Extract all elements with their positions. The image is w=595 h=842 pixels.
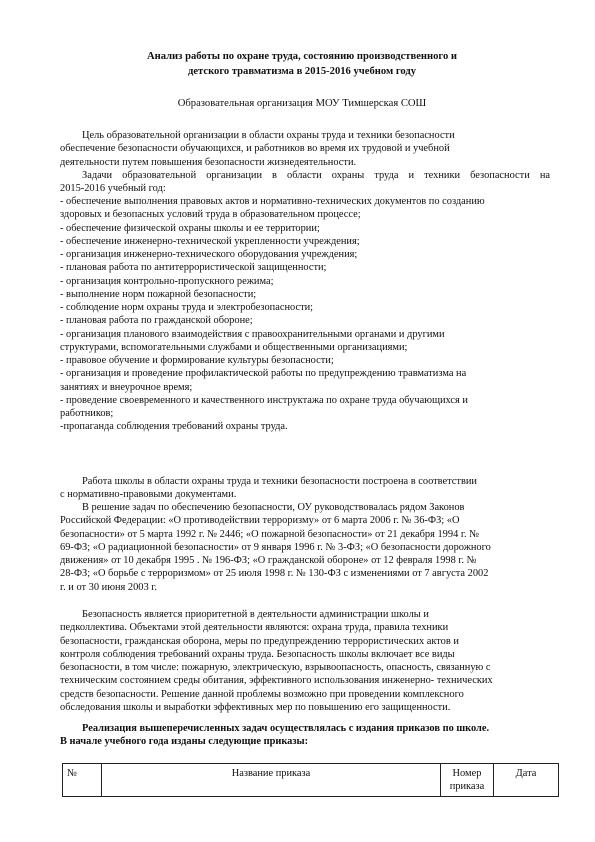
text-line: безопасности, гражданская оборона, меры по предупреждению террористических актов и bbox=[60, 635, 459, 647]
text-line: 2015-2016 учебный год: bbox=[60, 183, 166, 194]
text-line: В начале учебного года изданы следующие приказы: bbox=[60, 736, 309, 748]
title-line: детского травматизма в 2015-2016 учебном году bbox=[187, 66, 417, 77]
list-item: - организация планового взаимодействия с правоохранительными органами и другими bbox=[60, 328, 445, 340]
title-line: Анализ работы по охране труда, состоянию производственного и bbox=[146, 51, 458, 62]
column-header-order-number: Номер приказа bbox=[441, 764, 494, 797]
text-line: техническим состоянием среды обитания, эффективного использования инженерно- технических bbox=[60, 675, 493, 687]
tasks-list bbox=[60, 195, 550, 434]
list-item: - проведение своевременного и качественного инструктажа по охране труда обучающихся и bbox=[60, 394, 468, 406]
text-line: средств безопасности. Решение данной проблемы возможно при проведении комплексного bbox=[60, 688, 464, 700]
organization-name: Образовательная организация МОУ Тимшерская СОШ bbox=[177, 98, 427, 109]
list-item: - обеспечение инженерно-технической укрепленности учреждения; bbox=[60, 235, 360, 247]
table-header-row bbox=[63, 764, 559, 797]
text-line: безопасности» от 5 марта 1992 г. № 2446; «О пожарной безопасности» от 21 декабря 1994 г. № bbox=[60, 528, 480, 540]
text-line: Реализация вышеперечисленных задач осуществлялась с издания приказов по школе. bbox=[82, 723, 490, 734]
text-line: 69-ФЗ; «О радиационной безопасности» от 9 января 1996 г. № 3-ФЗ; «О безопасности дорожного bbox=[60, 541, 491, 553]
list-item: - соблюдение норм охраны труда и электробезопасности; bbox=[60, 302, 314, 313]
text-line: безопасности, в том числе: пожарную, электрическую, взрывоопасность, опасность, связанную с bbox=[60, 662, 491, 673]
text-line: 28-ФЗ; «О борьбе с терроризмом» от 25 июля 1998 г. № 130-ФЗ с изменениями от 7 августа 2002 bbox=[60, 568, 489, 580]
text-line: В решение задач по обеспечению безопасности, ОУ руководствовалась рядом Законов bbox=[82, 502, 465, 513]
text-line: Задачи образовательной организации в области охраны труда и техники безопасности на bbox=[82, 169, 550, 181]
list-item: - плановая работа по гражданской обороне; bbox=[60, 315, 253, 327]
list-item: структурами, вспомогательными службами и общественными организациями; bbox=[60, 341, 408, 353]
goal-paragraph bbox=[60, 129, 550, 195]
text-line: обследования школы и выработки эффективных мер по повышению его защищенности. bbox=[60, 701, 451, 713]
column-header-number: № bbox=[63, 764, 102, 797]
text-line: обеспечение безопасности обучающихся, и работников во время их трудовой и учебной bbox=[60, 143, 450, 155]
list-item: - правовое обучение и формирование культуры безопасности; bbox=[60, 355, 334, 366]
text-line: движения» от 10 декабря 1995 . № 196-ФЗ; «О гражданской обороне» от 12 февраля 1998 г. № bbox=[60, 555, 477, 566]
text-line: Работа школы в области охраны труда и техники безопасности построена в соответствии bbox=[82, 476, 477, 487]
text-line: контроля соблюдения требований охраны труда. Безопасность школы включает все виды bbox=[60, 648, 455, 660]
text-line: педколлектива. Объектами этой деятельности являются: охрана труда, правила техники bbox=[60, 622, 449, 634]
text-line: г. и от 30 июня 2003 г. bbox=[60, 581, 157, 593]
orders-table bbox=[62, 763, 559, 797]
list-item: - организация инженерно-технического оборудования учреждения; bbox=[60, 249, 358, 260]
text-line: деятельности путем повышения безопасности жизнедеятельности. bbox=[60, 156, 357, 168]
list-item: - плановая работа по антитеррористической защищенности; bbox=[60, 262, 327, 274]
text-line: Цель образовательной организации в области охраны труда и техники безопасности bbox=[82, 130, 455, 141]
list-item: - обеспечение выполнения правовых актов и нормативно-технических документов по созданию bbox=[60, 196, 485, 207]
list-item: здоровых и безопасных условий труда в образовательном процессе; bbox=[60, 209, 361, 221]
laws-paragraph bbox=[60, 501, 550, 594]
safety-paragraph bbox=[60, 608, 550, 714]
document-title bbox=[60, 49, 544, 79]
list-item: занятиях и внеурочное время; bbox=[60, 381, 193, 393]
list-item: - организация и проведение профилактической работы по предупреждению травматизма на bbox=[60, 368, 467, 380]
list-item: - организация контрольно-пропускного режима; bbox=[60, 275, 274, 287]
work-paragraph bbox=[60, 475, 550, 502]
list-item: - выполнение норм пожарной безопасности; bbox=[60, 288, 257, 300]
column-header-order-name: Название приказа bbox=[102, 764, 441, 797]
text-line: Российской Федерации: «О противодействии терроризму» от 6 марта 2006 г. № 36-ФЗ; «О bbox=[60, 515, 460, 527]
orders-intro bbox=[60, 722, 550, 749]
list-item: - обеспечение физической охраны школы и ее территории; bbox=[60, 222, 320, 234]
text-line: Безопасность является приоритетной в деятельности администрации школы и bbox=[82, 609, 429, 620]
list-item: работников; bbox=[60, 408, 114, 419]
list-item: -пропаганда соблюдения требований охраны труда. bbox=[60, 421, 288, 433]
column-header-date: Дата bbox=[494, 764, 559, 797]
text-line: с нормативно-правовыми документами. bbox=[60, 489, 237, 501]
